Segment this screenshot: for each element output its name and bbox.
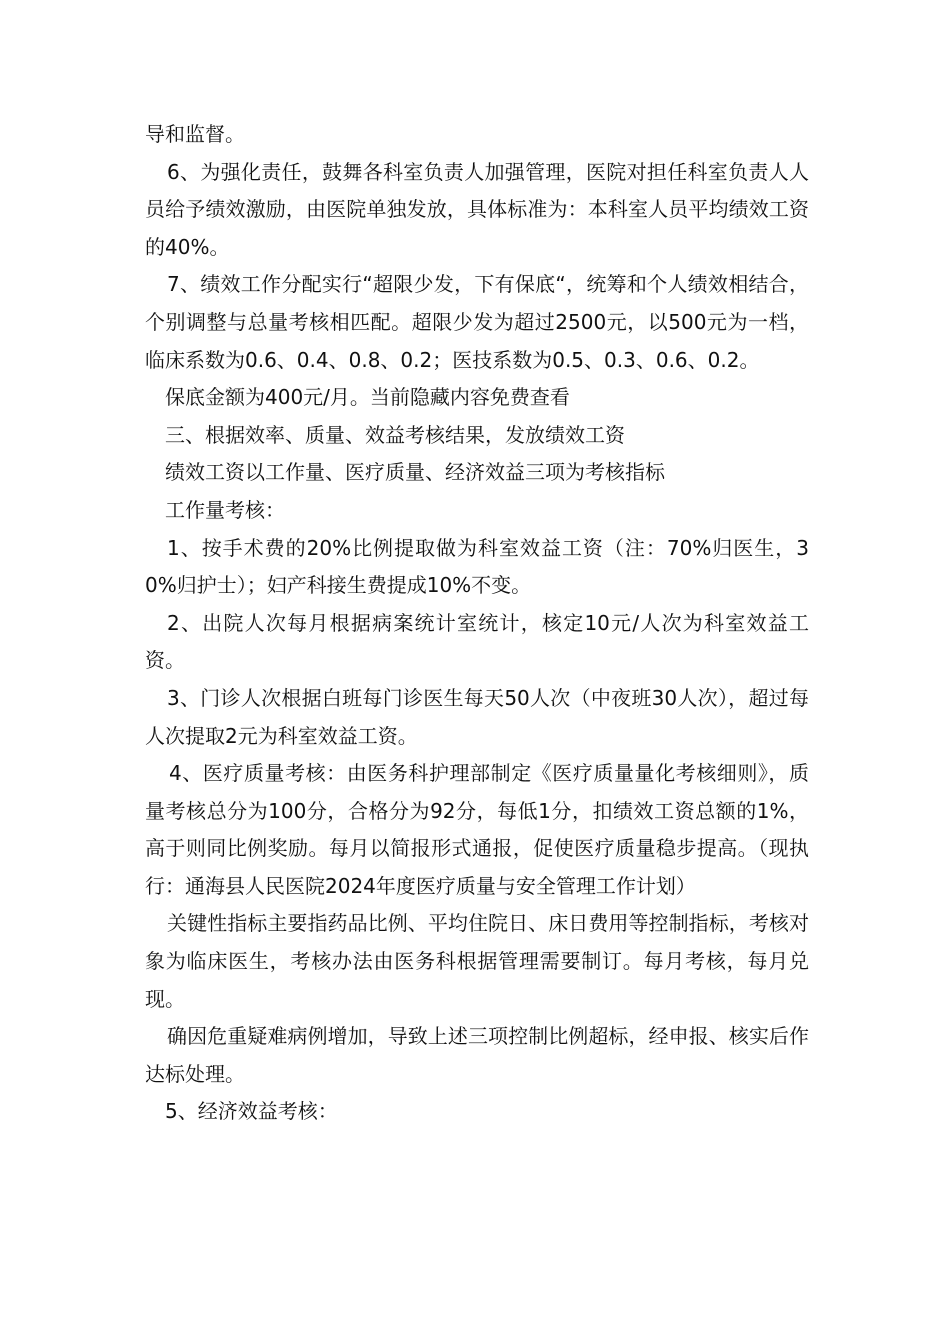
section-heading-3: 三、根据效率、质量、效益考核结果，发放绩效工资: [165, 422, 625, 447]
paragraph-guarantee-amount: 保底金额为400元/月。当前隐藏内容免费查看: [165, 385, 570, 410]
paragraph-exception: 确因危重疑难病例增加，导致上述三项控制比例超标，经申报、核实后作达标处理。: [145, 1024, 809, 1086]
paragraph-workload-3: 3、门诊人次根据白班每门诊医生每天50人次（中夜班30人次），超过每人次提取2元为科室效益工资。: [145, 685, 809, 748]
paragraph-workload-2: 2、出院人次每月根据病案统计室统计，核定10元/人次为科室效益工资。: [145, 610, 809, 673]
paragraph-quality-4: 4、医疗质量考核：由医务科护理部制定《医疗质量量化考核细则》，质量考核总分为100分，合格分为92分，每低1分，扣绩效工资总额的1%，高于则同比例奖励。每月以简报形式通报，促使医疗质量稳步提高。（现执行：通海县人民医院2024年度医疗质量与安全管理工作计划）: [145, 761, 809, 898]
paragraph-item-6: 6、为强化责任，鼓舞各科室负责人加强管理，医院对担任科室负责人人员给予绩效激励，由医院单独发放，具体标准为：本科室人员平均绩效工资的40%。: [145, 159, 809, 259]
paragraph-item-7: 7、绩效工作分配实行“超限少发，下有保底“，统筹和个人绩效相结合，个别调整与总量考核相匹配。超限少发为超过2500元，以500元为一档，临床系数为0.6、0.4、0.8、0.2；医技系数为0.5、0.3、0.6、0.2。: [145, 272, 809, 372]
paragraph-economic-5: 5、经济效益考核：: [165, 1099, 338, 1124]
paragraph-indicators: 绩效工资以工作量、医疗质量、经济效益三项为考核指标: [165, 460, 665, 485]
document-page: [145, 116, 809, 1131]
paragraph-workload-heading: 工作量考核：: [165, 497, 285, 522]
paragraph-continuation: 导和监督。: [145, 122, 245, 146]
paragraph-workload-1: 1、按手术费的20%比例提取做为科室效益工资（注：70%归医生，30%归护士）；妇产科接生费提成10%不变。: [145, 535, 809, 598]
paragraph-key-indicators: 关键性指标主要指药品比例、平均住院日、床日费用等控制指标，考核对象为临床医生，考核办法由医务科根据管理需要制订。每月考核，每月兑现。: [145, 911, 809, 1011]
